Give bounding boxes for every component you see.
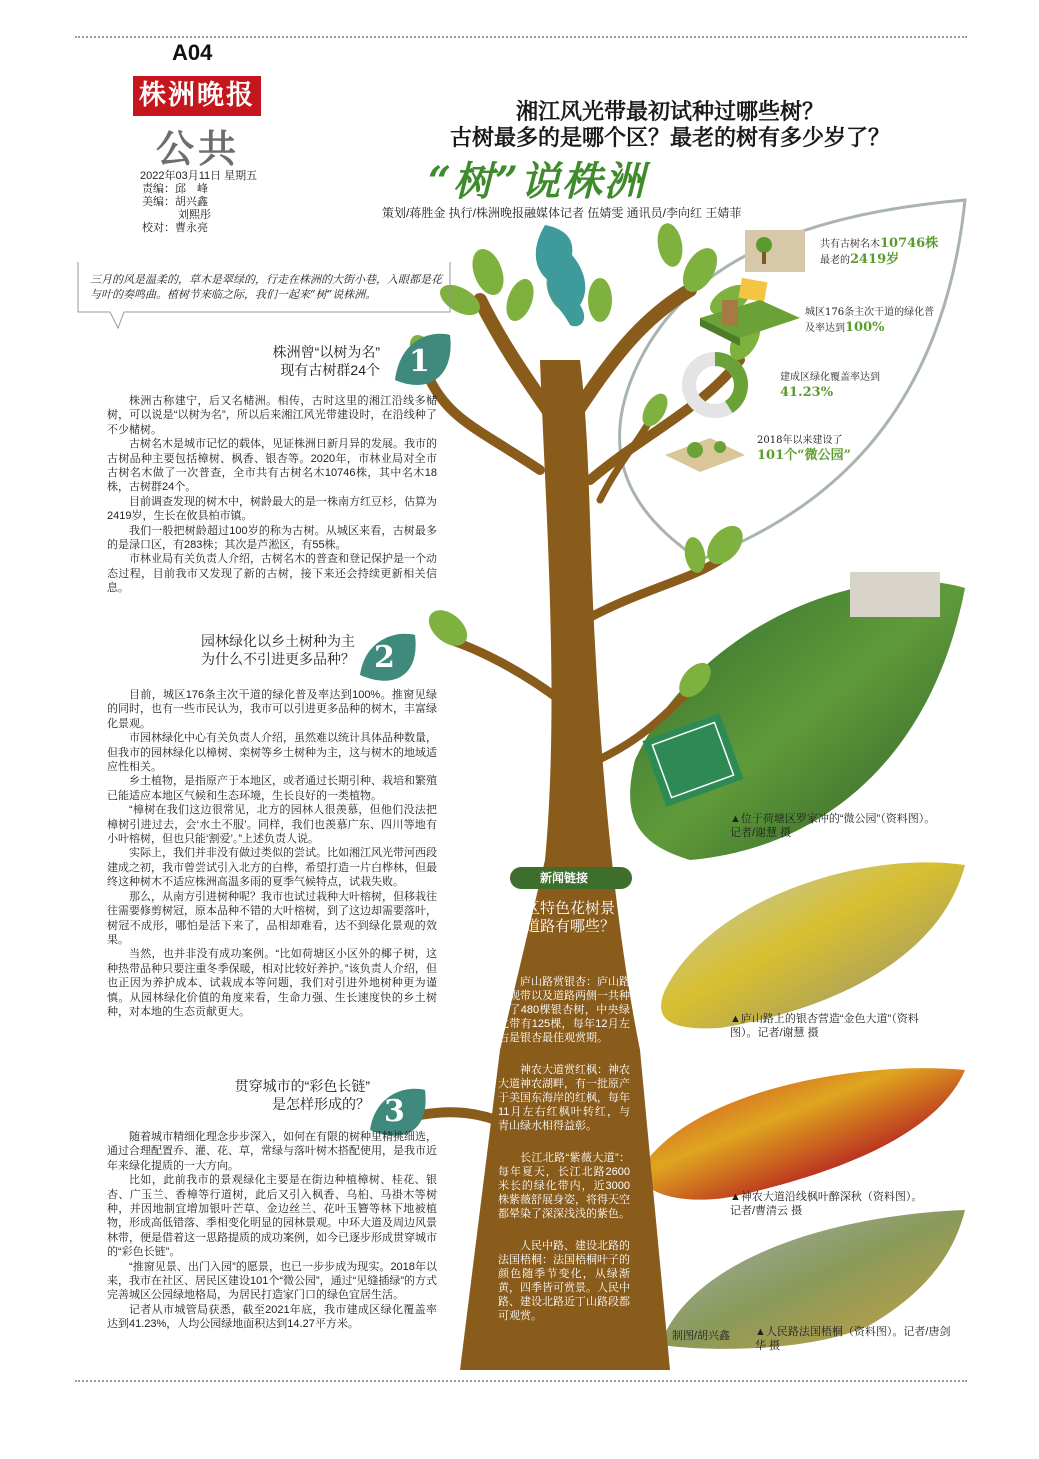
stat-value: 2419岁 — [850, 252, 900, 267]
link-item: 长江北路“紫薇大道”：每年夏天，长江北路2600米长的绿化带内，近3000株紫薇舒展身姿，将得天空都晕染了深深浅浅的紫色。 — [498, 1152, 630, 1220]
main-title: “树”说株洲 — [428, 158, 647, 205]
link-item: 人民中路、建设北路的法国梧桐：法国梧桐叶子的颜色随季节变化，从绿渐黄，四季皆可赏景。人民中路、建设北路近丁山路段都可观赏。 — [498, 1240, 630, 1322]
caption-ginkgo: ▲庐山路上的银杏营造“金色大道”（资料图）。记者/谢慧 摄 — [730, 1013, 919, 1039]
stat-micro-parks — [757, 433, 877, 464]
zhuzhou-map — [536, 225, 586, 326]
stat-value: 100% — [845, 320, 885, 335]
section-number-3: 3 — [384, 1094, 405, 1129]
proofreader: 校对：曹永亮 — [142, 222, 208, 234]
editor: 责编：邱 峰 — [142, 183, 208, 195]
issue-date: 2022年03月11日 星期五 — [140, 170, 258, 182]
page-number: A04 — [172, 40, 213, 65]
design-credit: 制图/胡兴鑫 — [672, 1330, 731, 1342]
buildings — [850, 572, 940, 617]
news-link-question: 城区特色花树景观道路有哪些？ — [510, 900, 616, 935]
stat-greening-rate — [805, 305, 935, 336]
section-number-1: 1 — [409, 344, 430, 379]
section-3-heading: 贯穿城市的“彩色长链” 是怎样形成的？ — [234, 1078, 370, 1112]
subtitle-1: 湘江风光带最初试种过哪些树？ — [515, 99, 824, 124]
section-1-body: 株洲古称建宁，后又名槠洲。相传，古时这里的湘江沿线多槠树，可以说是“以树为名”，所以后来湘江风光带建设时，在沿线种了不少槠树。 古树名木是城市记忆的载体，见证株洲日新月异的发展。我市的古树品种主要包括樟树、枫香、银杏等。2020年，市林业局对全市古树名木做了一次普查，全市共有古树名木10746株，其中名木18株，古树群24个。 目前调查发现的树木中，树龄最大的是一株南方红豆杉，估算为2419岁，生长在攸县柏市镇。 我们一般把树龄超过100岁的称为古树。从城区来看，古树最多的是渌口区，有283株；其次是芦淞区，有55株。 市林业局有关负责人介绍，古树名木的普查和登记保护是一个动态过程，目前我市又发现了新的古树，接下来还会持续更新相关信息。 — [107, 395, 437, 595]
intro-text: 三月的风是温柔的，草木是翠绿的，行走在株洲的大街小巷，入眼都是花与叶的奏鸣曲。植树节来临之际，我们一起来“树”说株洲。 — [90, 273, 442, 301]
link-item: 神农大道赏红枫：神农大道神农湖畔，有一批原产于美国东海岸的红枫，每年11月左右红枫叶转红，与青山绿水相得益彰。 — [498, 1064, 630, 1132]
designer-2: 刘熙彤 — [178, 209, 211, 221]
caption-plane-tree: ▲人民路法国梧桐（资料图）。记者/唐剑华 摄 — [755, 1326, 951, 1352]
stat-label: 2018年以来建设了 — [757, 435, 843, 446]
stat-coverage — [780, 370, 890, 401]
designer: 美编：胡兴鑫 — [142, 196, 208, 208]
stat-ancient-trees — [820, 236, 960, 268]
photo-ginkgo-road — [661, 862, 965, 1028]
stat-label: 建成区绿化覆盖率达到 — [780, 372, 880, 383]
credit-line: 策划/蒋胜金 执行/株洲晚报融媒体记者 伍婧雯 通讯员/李向红 王婧菲 — [382, 206, 742, 220]
newspaper-logo: 株洲晚报 — [133, 76, 261, 116]
link-item: 庐山路赏银杏：庐山路景观带以及道路两侧一共种植了480棵银杏树，中央绿化带有125棵，每年12月左右是银杏最佳观赏期。 — [498, 976, 630, 1044]
stat-value: 41.23% — [780, 385, 834, 400]
section-number-2: 2 — [374, 640, 395, 675]
section-2-body: 目前，城区176条主次干道的绿化普及率达到100%。推窗见绿的同时，也有一些市民认为，我市可以引进更多品种的树木，丰富绿化景观。 市园林绿化中心有关负责人介绍，虽然难以统计具体品种数量，但我市的园林绿化以樟树、栾树等乡土树种为主，这与树木的地域适应性相关。 乡土植物，是指原产于本地区，或者通过长期引种、栽培和繁殖已能适应本地区气候和生态环境，生长良好的一类植物。 “樟树在我们这边很常见，北方的园林人很羡慕，但他们没法把樟树引进过去，会‘水土不服’。同样，我们也羡慕广东、四川等地有小叶榕树，但也只能‘割爱’。”上述负责人说。 实际上，我们并非没有做过类似的尝试。比如湘江风光带河西段建成之初，我市曾尝试引入北方的白桦，希望打造一片白桦林，但最终这种树木不适应株洲高温多雨的夏季气候特点，试栽失败。 那么，从南方引进树种呢？我市也试过栽种大叶榕树，但移栽往往需要修剪树冠，原本品种不错的大叶榕树，到了这边却需要落叶，树冠不成形，哪怕是活下来了，品相却难看，达不到绿化景观的效果。 当然，也并非没有成功案例。“比如荷塘区小区外的椰子树，这种热带品种只要注重冬季保暖，相对比较好养护。”该负责人介绍，但也正因为养护成本、试栽成本等问题，我们对引进外地树种更为谨慎。从园林绿化价值的角度来看，生命力强、生长速度快的乡土树种，对本地的生态贡献更大。 — [107, 689, 437, 1018]
subtitle-2: 古树最多的是哪个区？最老的树有多少岁了？ — [449, 125, 890, 150]
stat-value: 101个“微公园” — [757, 448, 852, 463]
stat-label: 城区176条主次干道的绿化普及率达到 — [805, 307, 935, 334]
news-link-badge: 新闻链接 — [510, 867, 632, 889]
news-link-items — [498, 975, 630, 1341]
section-3-body: 随着城市精细化理念步步深入，如何在有限的树种里精挑细选，通过合理配置乔、灌、花、草，常绿与落叶树木搭配使用，是我市近年来绿化提质的一大方向。 比如，此前我市的景观绿化主要是在街边种植樟树、桂花、银杏、广玉兰、香樟等行道树，此后又引入枫香、乌桕、马褂木等树种，并因地制宜增加银叶芒草、金边丝兰、花叶玉簪等林下地被植物，形成高低错落、季相变化明显的园林景观。中环大道及周边风景林带，便是借着这一思路提质的成功案例，如今已逐步形成贯穿城市的“彩色长链”。 “推窗见景、出门入园”的愿景，也已一步步成为现实。2018年以来，我市在社区、居民区建设101个“微公园”，通过“见缝插绿”的方式完善城区公园绿地格局，为居民打造家门口的绿色宜居生活。 记者从市城管局获悉，截至2021年底，我市建成区绿化覆盖率达到41.23%，人均公园绿地面积达到14.27平方米。 — [107, 1131, 438, 1331]
stat-label: 最老的 — [820, 255, 850, 266]
section-name: 公共 — [156, 126, 241, 171]
caption-maple: ▲神农大道沿线枫叶醉深秋（资料图）。记者/曹清云 摄 — [730, 1191, 923, 1217]
photo-red-maple — [640, 1068, 965, 1200]
section-2-heading: 园林绿化以乡土树种为主 为什么不引进更多品种？ — [201, 633, 355, 667]
stat-label: 共有古树名木 — [820, 239, 880, 250]
caption-micro-park: ▲位于荷塘区罗家冲的“微公园”（资料图）。记者/谢慧 摄 — [730, 813, 936, 839]
section-1-heading: 株洲曾“以树为名” 现有古树群24个 — [272, 344, 380, 378]
stat-value: 10746株 — [880, 236, 939, 251]
